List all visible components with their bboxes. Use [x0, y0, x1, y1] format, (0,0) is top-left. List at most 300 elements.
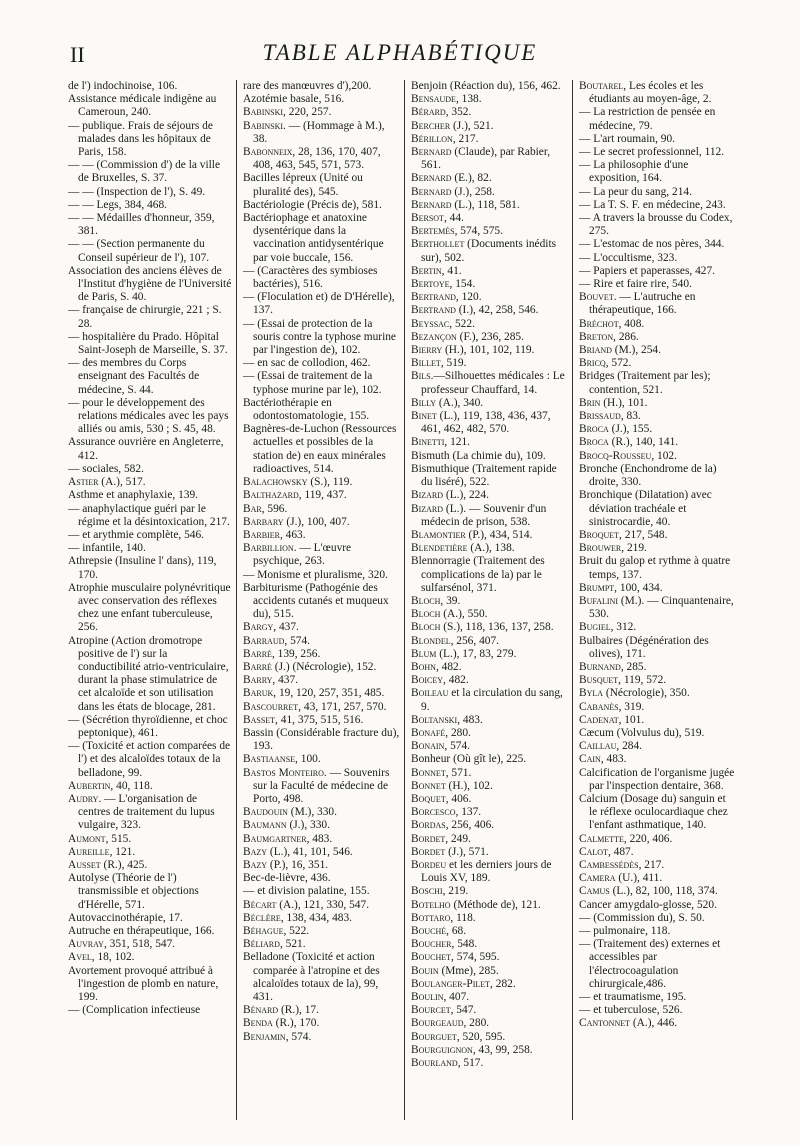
index-entry: [579, 397, 736, 410]
index-entry: [411, 859, 568, 885]
index-entry: [579, 80, 736, 106]
index-entry: [243, 806, 400, 819]
index-entry: [411, 120, 568, 133]
entry-text: (R.), 140, 141.: [608, 436, 679, 449]
index-entry: [243, 423, 400, 476]
entry-heading: Boicey: [411, 674, 444, 687]
index-entry: [243, 106, 400, 119]
index-entry: [411, 978, 568, 991]
entry-heading: Bloch: [411, 608, 441, 621]
index-columns: [68, 80, 788, 1120]
index-entry: [411, 186, 568, 199]
entry-text: — et arythmie complète, 546.: [68, 528, 205, 541]
entry-text: , 522.: [449, 317, 475, 330]
index-entry: [579, 872, 736, 885]
entry-text: (I.), 42, 258, 546.: [455, 304, 539, 317]
entry-heading: Brocq-Rousseu: [579, 449, 652, 462]
entry-text: , 407.: [443, 991, 470, 1004]
index-entry: [411, 93, 568, 106]
entry-heading: Broquet: [579, 528, 620, 541]
entry-text: Bismuthique (Traitement rapide du liséré), 522.: [411, 462, 557, 489]
index-entry: [411, 648, 568, 661]
page-title: TABLE ALPHABÉTIQUE: [262, 40, 538, 65]
entry-text: , 137.: [455, 806, 482, 819]
index-entry: [68, 186, 232, 199]
entry-text: Autolyse (Théorie de l') transmissible et objections d'Hérelle, 571.: [68, 872, 199, 911]
index-entry: [411, 265, 568, 278]
entry-text: Bonheur (Où gît le), 225.: [411, 753, 527, 766]
entry-heading: Béclère: [243, 911, 281, 924]
entry-heading: Brumpt: [579, 581, 615, 594]
index-entry: [68, 925, 232, 938]
entry-text: , 483.: [457, 713, 483, 726]
entry-text: , 249.: [445, 832, 471, 845]
entry-heading: Boulanger-Pilet: [411, 977, 491, 990]
index-entry: [579, 318, 736, 331]
entry-text: , 312.: [610, 621, 637, 634]
entry-heading: Barbier: [243, 528, 280, 541]
entry-heading: Breton: [579, 330, 614, 343]
entry-text: Avortement provoqué attribué à l'ingestion de plomb en nature, 199.: [68, 964, 219, 1004]
index-entry: [411, 819, 568, 832]
entry-heading: Bourland: [411, 1057, 458, 1070]
entry-text: — La philosophie d'une exposition, 164.: [579, 159, 689, 185]
index-entry: [411, 925, 568, 938]
index-entry: [579, 635, 736, 661]
entry-text: , 43, 99, 258.: [472, 1043, 533, 1056]
entry-text: , 574.: [284, 634, 311, 647]
entry-text: Atrophie musculaire polynévritique avec conservation des réflexes chez une enfant tuberculeuse, 256.: [68, 581, 231, 634]
entry-text: (A.), 517.: [98, 476, 146, 489]
index-entry: [243, 172, 400, 198]
entry-text: , 285.: [620, 660, 647, 673]
entry-text: , 154.: [449, 278, 476, 291]
entry-text: . — (Hommage à M.), 38.: [253, 119, 385, 145]
index-entry: [411, 489, 568, 502]
entry-text: , 437.: [273, 621, 299, 634]
entry-text: (R.), 170.: [272, 1017, 320, 1030]
entry-text: , 282.: [490, 977, 516, 990]
entry-text: Bismuth (La chimie du), 109.: [411, 449, 546, 462]
entry-text: . — L'œuvre psychique, 263.: [253, 542, 352, 568]
index-entry: [68, 304, 232, 330]
entry-text: — (Floculation et) de D'Hérelle), 137.: [243, 291, 395, 317]
entry-heading: Berthollet: [411, 238, 465, 251]
index-entry: [579, 542, 736, 555]
entry-text: , 280.: [445, 726, 471, 739]
entry-text: , 256, 406.: [445, 819, 495, 832]
index-entry: [68, 463, 232, 476]
entry-heading: Aumont: [68, 832, 106, 845]
index-entry: [579, 410, 736, 423]
index-entry: [579, 582, 736, 595]
entry-heading: Balthazard: [243, 489, 299, 502]
index-entry: [579, 291, 736, 317]
index-entry: [243, 265, 400, 291]
entry-text: , 18, 102.: [91, 951, 135, 964]
entry-text: , 119, 572.: [618, 674, 667, 687]
entry-text: (P.), 434, 514.: [465, 528, 533, 541]
entry-text: — anaphylactique guéri par le régime et la désintoxication, 217.: [68, 502, 230, 528]
entry-heading: Bugiel: [579, 621, 611, 634]
index-entry: [579, 146, 736, 159]
entry-heading: Bénard: [243, 1004, 279, 1017]
entry-heading: Bazy: [243, 845, 268, 858]
index-entry: [68, 397, 232, 437]
index-entry: [579, 331, 736, 344]
index-entry: [68, 120, 232, 160]
entry-text: — publique. Frais de séjours de malades dans les hôpitaux de Paris, 158.: [68, 119, 213, 159]
entry-text: , 319.: [618, 700, 645, 713]
index-entry: [411, 304, 568, 317]
entry-text: — et traumatisme, 195.: [579, 991, 687, 1004]
entry-heading: Bonafé: [411, 726, 446, 739]
entry-heading: Bertrand: [411, 291, 456, 304]
index-entry: [68, 635, 232, 714]
index-entry: [411, 846, 568, 859]
entry-heading: Boulin: [411, 991, 444, 1004]
index-entry: [68, 859, 232, 872]
entry-heading: Bernard: [411, 198, 452, 211]
entry-text: (Méthode de), 121.: [450, 898, 541, 911]
entry-text: , 217, 548.: [619, 528, 668, 541]
entry-heading: Auvray: [68, 938, 104, 951]
entry-text: , 41, 375, 515, 516.: [275, 713, 364, 726]
index-entry: [411, 370, 568, 396]
index-entry: [411, 529, 568, 542]
entry-heading: Boquet: [411, 792, 446, 805]
entry-heading: Babonneix: [243, 146, 293, 159]
index-entry: [411, 463, 568, 489]
entry-text: — A travers la brousse du Codex, 275.: [579, 212, 733, 238]
entry-heading: Baudouin: [243, 806, 288, 819]
entry-text: , 574.: [444, 740, 471, 753]
index-entry: [243, 146, 400, 172]
entry-text: , 102.: [651, 449, 677, 462]
index-entry: [243, 846, 400, 859]
entry-text: , 437.: [272, 674, 299, 687]
entry-text: . — L'organisation de centres de traitement du lupus vulgaire, 323.: [78, 792, 215, 832]
entry-heading: Babinski: [243, 106, 284, 119]
entry-heading: Brin: [579, 396, 601, 409]
entry-heading: Bourguignon: [411, 1043, 473, 1056]
entry-heading: Caillau: [579, 740, 617, 753]
index-entry: [411, 133, 568, 146]
entry-text: — (Sécrétion thyroïdienne, et choc peptonique), 461.: [68, 713, 228, 739]
index-entry: [68, 159, 232, 185]
index-entry: [579, 357, 736, 370]
entry-text: , 219.: [442, 885, 469, 898]
entry-text: (L.), 17, 83, 279.: [436, 647, 517, 660]
entry-text: Bronchique (Dilatation) avec déviation trachéale et sinistrocardie, 40.: [579, 489, 712, 528]
entry-text: , 521.: [279, 938, 306, 951]
index-entry: [579, 344, 736, 357]
entry-heading: Bernard: [411, 185, 452, 198]
index-entry: [68, 529, 232, 542]
entry-heading: Bordet: [411, 845, 446, 858]
entry-heading: Byla: [579, 687, 604, 700]
index-entry: [243, 120, 400, 146]
entry-heading: Bohn: [411, 660, 436, 673]
entry-text: (U.), 411.: [615, 872, 663, 885]
entry-heading: Bar: [243, 502, 262, 515]
entry-text: , 519.: [440, 357, 467, 370]
entry-heading: Avel: [68, 951, 92, 964]
entry-heading: Benjamin: [243, 1030, 286, 1043]
entry-text: , 515.: [105, 832, 132, 845]
entry-heading: Broca: [579, 436, 609, 449]
entry-text: , 121.: [444, 436, 471, 449]
entry-text: , 217.: [638, 858, 665, 871]
index-entry: [243, 1031, 400, 1044]
entry-text: (J.), 258.: [451, 185, 495, 198]
entry-text: , 547.: [450, 1004, 477, 1017]
entry-text: (A.), 446.: [630, 1017, 678, 1030]
entry-heading: Bordas: [411, 819, 446, 832]
entry-text: — et division palatine, 155.: [243, 885, 370, 898]
entry-heading: Babinski: [243, 119, 284, 132]
index-entry: [411, 225, 568, 238]
entry-heading: Barry: [243, 674, 273, 687]
entry-text: Bactériophage et anatoxine dysentérique dans la vaccination antidysentérique par voie buccale, 156.: [243, 212, 384, 264]
entry-text: .—Silhouettes médicales : Le professeur Chauffard, 14.: [421, 370, 565, 396]
entry-text: , 28, 136, 170, 407, 408, 463, 545, 571, 573.: [253, 146, 381, 172]
entry-text: , 121.: [109, 845, 136, 858]
entry-text: , 100, 434.: [614, 581, 663, 594]
index-entry: [243, 938, 400, 951]
entry-text: Bactériologie (Précis de), 581.: [243, 198, 382, 211]
entry-text: — (Complication infectieuse: [68, 1004, 201, 1017]
entry-heading: Cambessédès: [579, 858, 639, 871]
entry-text: (S.), 119.: [307, 476, 353, 489]
entry-text: , 44.: [443, 212, 464, 225]
entry-text: — La restriction de pensée en médecine, 79.: [579, 106, 716, 132]
entry-heading: Barré: [243, 660, 272, 673]
index-entry: [243, 925, 400, 938]
entry-text: (L.), 224.: [443, 489, 489, 502]
entry-text: , 138, 434, 483.: [280, 911, 353, 924]
index-entry: [243, 489, 400, 502]
index-entry: [68, 331, 232, 357]
index-entry: [579, 186, 736, 199]
entry-heading: Audry: [68, 792, 99, 805]
entry-text: — (Commission du), S. 50.: [579, 911, 705, 924]
entry-text: — — (Inspection de l'), S. 49.: [68, 185, 206, 198]
entry-text: , 482.: [435, 660, 462, 673]
entry-heading: Busquet: [579, 674, 619, 687]
index-entry: [68, 846, 232, 859]
entry-heading: Boutarel: [579, 80, 624, 92]
index-entry: [411, 608, 568, 621]
entry-heading: Cain: [579, 753, 601, 766]
index-entry: [243, 516, 400, 529]
entry-text: , 574, 575.: [454, 225, 503, 238]
entry-heading: Boucher: [411, 938, 452, 951]
index-entry: [243, 635, 400, 648]
entry-text: , 596.: [261, 502, 288, 515]
entry-text: , 280.: [463, 1017, 490, 1030]
entry-text: (J.), 330.: [286, 819, 330, 832]
entry-heading: Bernard: [411, 172, 452, 185]
index-entry: [411, 595, 568, 608]
entry-heading: Brouwer: [579, 542, 622, 555]
entry-text: , 40, 118.: [110, 779, 153, 792]
index-entry: [68, 265, 232, 305]
entry-heading: Blum: [411, 647, 437, 660]
index-entry: [579, 370, 736, 396]
index-entry: [579, 859, 736, 872]
entry-text: (L.). — Souvenir d'un médecin de prison, 538.: [421, 502, 547, 528]
entry-text: , 482.: [443, 674, 469, 687]
entry-text: (L.), 119, 138, 436, 437, 461, 462, 482, 570.: [421, 410, 551, 436]
entry-text: — et tuberculose, 526.: [579, 1004, 683, 1017]
entry-text: Bulbaires (Dégénération des olives), 171.: [579, 634, 709, 660]
index-entry: [243, 951, 400, 1004]
index-entry: [243, 542, 400, 568]
index-entry: [411, 621, 568, 634]
entry-heading: Bonnet: [411, 779, 446, 792]
entry-heading: Camus: [579, 885, 610, 898]
entry-text: — L'art roumain, 90.: [579, 132, 676, 145]
entry-heading: Bouin: [411, 964, 439, 977]
entry-text: (E.), 82.: [451, 172, 492, 185]
entry-text: Cancer amygdalo-glosse, 520.: [579, 898, 717, 911]
entry-heading: Botelho: [411, 898, 451, 911]
index-entry: [411, 1057, 568, 1070]
entry-text: — (Essai de protection de la souris contre la typhose murine par l'ingestion de), 102.: [243, 317, 396, 357]
entry-text: (A.), 121, 330, 547.: [276, 898, 370, 911]
entry-text: (H.), 101, 102, 119.: [442, 344, 535, 357]
entry-text: — (Caractères des symbioses bactéries), 516.: [243, 264, 378, 291]
index-entry: [579, 833, 736, 846]
index-entry: [579, 661, 736, 674]
index-entry: [411, 331, 568, 344]
entry-heading: Brissaud: [579, 410, 621, 423]
entry-text: (Documents inédits sur), 502.: [421, 238, 557, 264]
entry-heading: Bils: [411, 370, 431, 383]
index-entry: [411, 885, 568, 898]
index-entry: [411, 106, 568, 119]
index-entry: [68, 555, 232, 581]
index-entry: [579, 159, 736, 185]
index-entry: [68, 199, 232, 212]
entry-text: — — (Commission d') de la ville de Bruxelles, S. 37.: [68, 159, 221, 185]
entry-text: Bacilles lépreux (Unité ou pluralité des), 545.: [243, 172, 363, 198]
entry-heading: Barraud: [243, 634, 285, 647]
entry-text: , 351, 518, 547.: [103, 938, 176, 951]
index-entry: [243, 397, 400, 423]
entry-heading: Blamontier: [411, 528, 466, 541]
entry-text: — — Médailles d'honneur, 359, 381.: [68, 212, 215, 238]
index-entry: [243, 833, 400, 846]
entry-text: (J.), 571.: [445, 845, 489, 858]
entry-text: (A.), 550.: [440, 608, 488, 621]
entry-text: — infantile, 140.: [68, 542, 146, 555]
entry-heading: Boschi: [411, 885, 443, 898]
entry-text: (J.) (Nécrologie), 152.: [271, 660, 377, 673]
index-entry: [411, 753, 568, 766]
entry-text: , 574, 595.: [451, 951, 500, 964]
index-entry: [579, 555, 736, 581]
entry-heading: Calot: [579, 845, 608, 858]
entry-text: rare des manœuvres d'),200.: [243, 80, 372, 92]
entry-heading: Baruk: [243, 687, 274, 700]
entry-heading: Bouvet: [579, 291, 614, 304]
entry-heading: Blondel: [411, 634, 451, 647]
entry-heading: Bertemès: [411, 225, 455, 238]
entry-text: — pour le développement des relations médicales avec les pays alliés ou amis, 530 ; S. 45, 48.: [68, 396, 229, 436]
index-entry: [579, 912, 736, 925]
entry-text: (R.), 17.: [278, 1004, 319, 1017]
entry-text: . — L'autruche en thérapeutique, 166.: [589, 291, 696, 317]
entry-heading: Bloch: [411, 621, 441, 634]
index-entry: [411, 1044, 568, 1057]
entry-text: Bronche (Enchondrome de la) droite, 330.: [579, 462, 717, 489]
entry-heading: Béhague: [243, 925, 284, 937]
entry-text: — sociales, 582.: [68, 462, 144, 475]
index-entry: [243, 476, 400, 489]
index-entry: [68, 212, 232, 238]
index-entry: [411, 635, 568, 648]
entry-heading: Bordet: [411, 832, 446, 845]
entry-heading: Billy: [411, 396, 437, 409]
entry-heading: Bréchot: [579, 317, 619, 330]
index-entry: [411, 793, 568, 806]
entry-text: , 100.: [295, 753, 321, 766]
entry-text: (M.), 254.: [611, 344, 661, 357]
index-entry: [243, 701, 400, 714]
entry-text: , 522.: [283, 925, 310, 937]
index-entry: [68, 476, 232, 489]
entry-text: Bruit du galop et rythme à quatre temps, 137.: [579, 555, 731, 581]
index-entry: [579, 740, 736, 753]
entry-text: Benjoin (Réaction du), 156, 462.: [411, 80, 561, 92]
index-entry: [68, 833, 232, 846]
entry-heading: Cantonnet: [579, 1017, 630, 1030]
entry-heading: Binetti: [411, 436, 445, 449]
index-entry: [68, 238, 232, 264]
entry-heading: Ausset: [68, 858, 101, 871]
index-entry: [243, 569, 400, 582]
index-entry: [243, 1017, 400, 1030]
entry-text: , 406.: [445, 792, 472, 805]
index-entry: [243, 357, 400, 370]
index-entry: [411, 938, 568, 951]
entry-text: , 219.: [621, 542, 647, 555]
entry-heading: Bourguet: [411, 1030, 457, 1043]
entry-text: Bactériothérapie en odontostomatologie, 155.: [243, 396, 370, 423]
index-column-4: [572, 80, 740, 1120]
entry-text: — (Toxicité et action comparées de l') et des alcaloïdes totaux de la belladone, 99.: [68, 740, 231, 779]
index-entry: [579, 687, 736, 700]
entry-text: , 286.: [613, 330, 639, 343]
entry-text: , 220, 257.: [283, 106, 332, 119]
index-entry: [411, 172, 568, 185]
index-entry: [411, 965, 568, 978]
index-entry: [579, 489, 736, 529]
index-entry: [579, 727, 736, 740]
entry-text: , 463.: [279, 528, 306, 541]
entry-text: — (Essai de traitement de la typhose murine par le), 102.: [243, 370, 382, 396]
entry-text: Association des anciens élèves de l'Institut d'hygiène de l'Université de Paris, S. 40.: [68, 264, 232, 304]
entry-heading: Broca: [579, 423, 609, 436]
index-entry: [68, 542, 232, 555]
entry-heading: Bertrand: [411, 304, 456, 317]
entry-heading: Benda: [243, 1017, 273, 1030]
index-entry: [68, 582, 232, 635]
entry-text: , 217.: [452, 132, 479, 145]
entry-text: , 101.: [618, 713, 645, 726]
